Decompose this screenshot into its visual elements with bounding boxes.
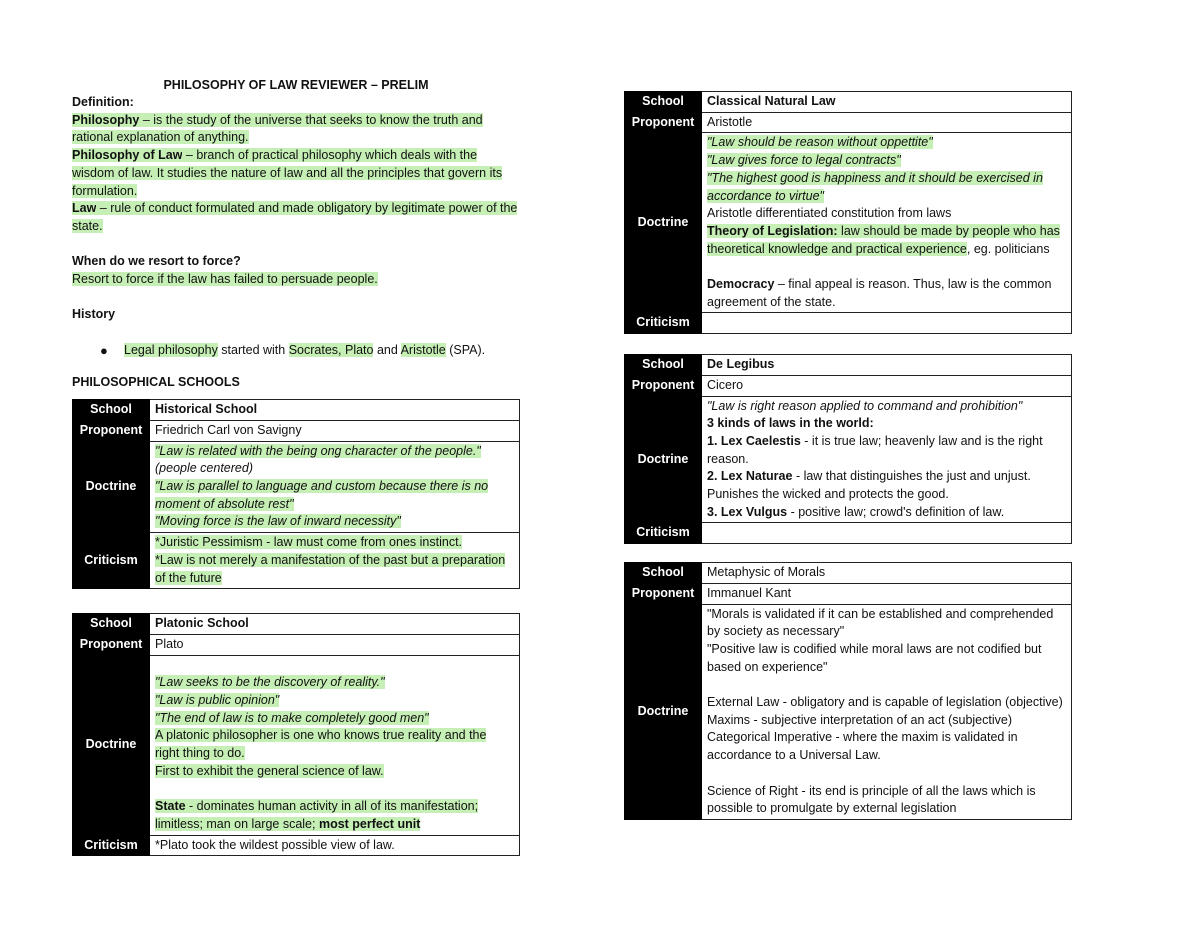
force-answer: Resort to force if the law has failed to persuade people.: [72, 272, 378, 287]
history-bullet: [100, 342, 520, 360]
history-heading: History: [72, 307, 116, 322]
proponent-name: Plato: [150, 634, 520, 655]
left-column: [72, 76, 520, 856]
criticism-content: *Juristic Pessimism - law must come from ones instinct. *Law is not merely a manifestation of the past but a preparation of the future: [150, 533, 520, 589]
definition-law: [72, 200, 520, 235]
school-name: Historical School: [150, 400, 520, 421]
criticism-label: Criticism: [625, 523, 702, 544]
school-name: De Legibus: [702, 355, 1072, 376]
definition-text: – branch of practical philosophy which deals with the wisdom of law. It studies the nature of law and all the principles that govern its formulation.: [72, 148, 503, 198]
criticism-label: Criticism: [73, 835, 150, 856]
proponent-label: Proponent: [73, 634, 150, 655]
schools-heading: PHILOSOPHICAL SCHOOLS: [72, 374, 240, 389]
term: Philosophy: [72, 112, 140, 127]
definition-text: – is the study of the universe that seeks to know the truth and rational explanation of anything.: [72, 112, 483, 145]
right-column: [624, 91, 1072, 820]
proponent-label: Proponent: [625, 375, 702, 396]
school-label: School: [73, 614, 150, 635]
school-name: Platonic School: [150, 614, 520, 635]
doctrine-content: "Law should be reason without oppettite" "Law gives force to legal contracts" "The highest good is happiness and it should be exercised in accordance to virtue" Aristotle differentiated constitution from laws Theory of Legislation: law should be made by people who has theoretical knowledge and practical experience, eg. politicians Democracy – final appeal is reason. Thus, law is the common agreement of the state.: [702, 133, 1072, 313]
criticism-label: Criticism: [73, 533, 150, 589]
doctrine-label: Doctrine: [625, 396, 702, 523]
proponent-name: Cicero: [702, 375, 1072, 396]
doctrine-content: "Law is right reason applied to command and prohibition" 3 kinds of laws in the world: 1. Lex Caelestis - it is true law; heavenly law and is the right reason. 2. Lex Naturae - law that distinguishes the just and unjust. Punishes the wicked and protects the good. 3. Lex Vulgus - positive law; crowd's definition of law.: [702, 396, 1072, 523]
proponent-name: Immanuel Kant: [702, 583, 1072, 604]
proponent-label: Proponent: [625, 112, 702, 133]
metaphysic-of-morals-table: [624, 562, 1072, 820]
proponent-name: Friedrich Carl von Savigny: [150, 420, 520, 441]
doctrine-label: Doctrine: [625, 133, 702, 313]
definition-heading: Definition:: [72, 95, 134, 109]
de-legibus-table: [624, 354, 1072, 544]
doctrine-content: "Law seeks to be the discovery of reality." "Law is public opinion" "The end of law is to make completely good men" A platonic philosopher is one who knows true reality and the right thing to do. First to exhibit the general science of law. State - dominates human activity in all of its manifestation; limitless; man on large scale; most perfect unit: [150, 655, 520, 835]
criticism-label: Criticism: [625, 313, 702, 334]
force-question: When do we resort to force?: [72, 254, 241, 269]
classical-natural-law-table: [624, 91, 1072, 334]
term: Law: [72, 201, 97, 216]
school-name: Metaphysic of Morals: [702, 563, 1072, 584]
criticism-content: *Plato took the wildest possible view of law.: [150, 835, 520, 856]
proponent-name: Aristotle: [702, 112, 1072, 133]
historical-school-table: [72, 399, 520, 589]
school-label: School: [625, 563, 702, 584]
platonic-school-table: [72, 613, 520, 856]
doctrine-content: "Morals is validated if it can be established and comprehended by society as necessary" "Positive law is codified while moral laws are not codified but based on experience" External Law - obligatory and is capable of legislation (objective) Maxims - subjective interpretation of an act (subjective) Categorical Imperative - where the maxim is validated in accordance to a Universal Law. Science of Right - its end is principle of all the laws which is possible to promulgate by external legislation: [702, 604, 1072, 819]
doctrine-label: Doctrine: [73, 655, 150, 835]
school-name: Classical Natural Law: [702, 92, 1072, 113]
school-label: School: [625, 355, 702, 376]
proponent-label: Proponent: [73, 420, 150, 441]
school-label: School: [625, 92, 702, 113]
criticism-content: [702, 523, 1072, 544]
definition-philosophy: [72, 112, 520, 147]
definition-text: – rule of conduct formulated and made obligatory by legitimate power of the state.: [72, 201, 518, 233]
history-text: Legal philosophy started with Socrates, Plato and Aristotle (SPA).: [124, 342, 486, 357]
school-label: School: [73, 400, 150, 421]
criticism-content: [702, 313, 1072, 334]
document-title: PHILOSOPHY OF LAW REVIEWER – PRELIM: [163, 78, 429, 92]
doctrine-label: Doctrine: [625, 604, 702, 819]
definition-philosophy-of-law: [72, 147, 520, 200]
term: Philosophy of Law: [72, 148, 183, 163]
bullet-icon: ●: [100, 342, 108, 358]
doctrine-label: Doctrine: [73, 441, 150, 533]
proponent-label: Proponent: [625, 583, 702, 604]
doctrine-content: "Law is related with the being ong character of the people." (people centered) "Law is parallel to language and custom because there is no moment of absolute rest" "Moving force is the law of inward necessity": [150, 441, 520, 533]
